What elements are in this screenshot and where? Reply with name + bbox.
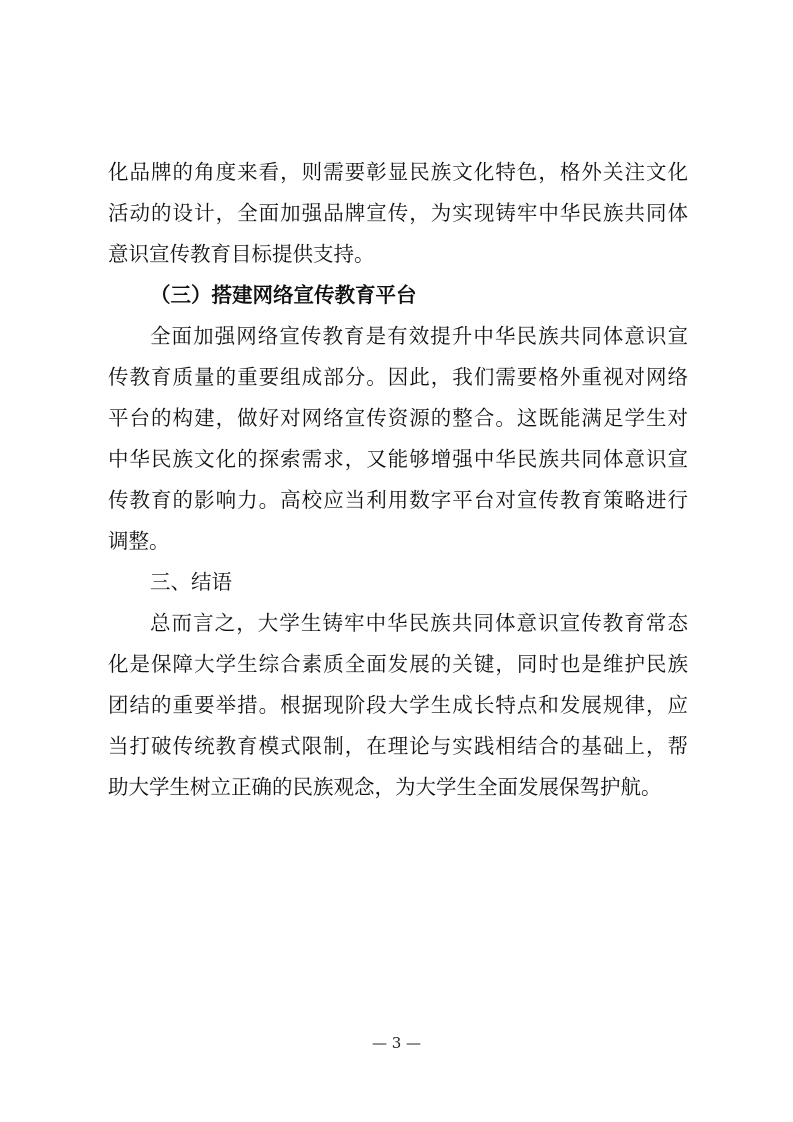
paragraph-line: 活动的设计，全面加强品牌宣传，为实现铸牢中华民族共同体 <box>108 201 688 225</box>
paragraph-line: 团结的重要举措。根据现阶段大学生成长特点和发展规律，应 <box>108 693 688 717</box>
paragraph-line: 调整。 <box>108 529 170 553</box>
paragraph-line: 化品牌的角度来看，则需要彰显民族文化特色，格外关注文化 <box>108 160 688 184</box>
paragraph-line: 总而言之，大学生铸牢中华民族共同体意识宣传教育常态 <box>150 611 688 635</box>
paragraph-line: 全面加强网络宣传教育是有效提升中华民族共同体意识宣 <box>150 324 688 348</box>
section-heading: 三、结语 <box>150 570 232 594</box>
paragraph-line: 传教育的影响力。高校应当利用数字平台对宣传教育策略进行 <box>108 488 688 512</box>
paragraph-line: 助大学生树立正确的民族观念，为大学生全面发展保驾护航。 <box>108 775 662 799</box>
paragraph-line: 意识宣传教育目标提供支持。 <box>108 242 375 266</box>
paragraph-line: 传教育质量的重要组成部分。因此，我们需要格外重视对网络 <box>108 365 688 389</box>
paragraph-line: 中华民族文化的探索需求，又能够增强中华民族共同体意识宣 <box>108 447 688 471</box>
section-heading: （三）搭建网络宣传教育平台 <box>150 283 417 307</box>
paragraph-line: 平台的构建，做好对网络宣传资源的整合。这既能满足学生对 <box>108 406 688 430</box>
paragraph-line: 化是保障大学生综合素质全面发展的关键，同时也是维护民族 <box>108 652 688 676</box>
paragraph-line: 当打破传统教育模式限制，在理论与实践相结合的基础上，帮 <box>108 734 688 758</box>
page-number: — 3 — <box>371 1034 422 1052</box>
body-text <box>108 152 688 808</box>
